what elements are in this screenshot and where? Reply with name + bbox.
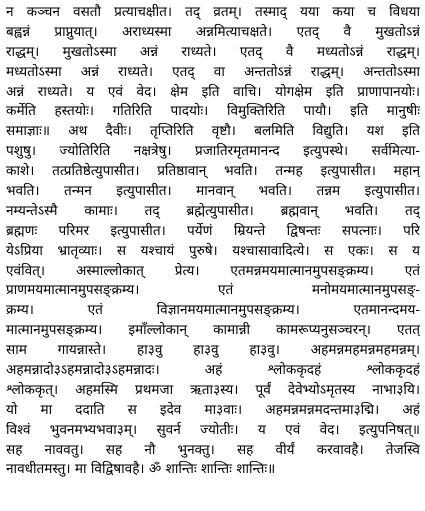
text-line: समाज्ञाः॥ अथ दैवीः। तृप्तिरिति वृष्टौ। बलमिति विद्युति। यश इति xyxy=(6,123,420,140)
shanti-mantra-line: सह नाववतु। सह नौ भुनक्तु। सह वीर्यं करवावहै। तेजस्वि xyxy=(6,441,420,458)
text-line: अन्नं राध्यते। य एवं वेद। क्षेम इति वाचि। योगक्षेम इति प्राणापानयोः। xyxy=(6,83,420,100)
text-line: काशे। तत्प्रतिष्ठेत्युपासीत। प्रतिष्ठावान् भवति। तन्मह इत्युपासीत। महान् xyxy=(6,163,420,180)
text-line: भवति। तन्मन इत्युपासीत। मानवान् भवति। तन्नम इत्युपासीत। xyxy=(6,183,420,200)
text-line: ब्रह्मणः परिमर इत्युपासीत। पर्येणं म्रियन्ते द्विषन्तः सपत्नाः। परि xyxy=(6,222,420,239)
text-line: यो मा ददाति स इदेव मा३वाः। अहमन्नमन्नमदन्तमा३द्मि। अहं xyxy=(6,401,420,418)
text-line: श्लोककृत्। अहमस्मि प्रथमजा ऋता३स्य। पूर्वं देवेभ्योऽमृतस्य नाभा३यि। xyxy=(6,381,420,398)
text-line: प्राणमयमात्मानमुपसङ्क्रम्य। एतं मनोमयमात्मानमुपसङ्- xyxy=(6,282,420,299)
text-line: मध्यतोऽस्मा अन्नं राध्यते। एतद् वा अन्ततोऽन्नं राद्धम्। अन्ततोऽस्मा xyxy=(6,63,420,80)
text-line: नम्यन्तेऽस्मै कामाः। तद् ब्रह्मेत्युपासीत। ब्रह्मवान् भवति। तद् xyxy=(6,202,420,219)
text-line: एवंवित्। अस्माल्लोकात् प्रेत्य। एतमन्नमयमात्मानमुपसङ्क्रम्य। एतं xyxy=(6,262,420,279)
text-line: विश्वं भुवनमभ्यभवा३म्। सुवर्न ज्योतीः। य एवं वेद। इत्युपनिषत्॥ xyxy=(6,421,420,438)
text-line: पशुषु। ज्योतिरिति नक्षत्रेषु। प्रजातिरमृतमानन्द इत्युपस्थे। सर्वमित्या- xyxy=(6,143,420,160)
text-line: न कञ्चन वसतौ प्रत्याचक्षीत। तद् व्रतम्। तस्माद् यया कया च विधया xyxy=(6,4,420,20)
text-line: मात्मानमुपसङ्क्रम्य। इमाँल्लोकान् कामान्नी कामरूप्यनुसञ्चरन्। एतत् xyxy=(6,322,420,339)
text-line: अहमन्नादो३ऽहमन्नादो३ऽहमन्नादः। अहं श्लोककृदहं श्लोककृदहं xyxy=(6,362,420,379)
text-line: क्रम्य। एतं विज्ञानमयमात्मानमुपसङ्क्रम्य। एतमानन्दमय- xyxy=(6,302,420,319)
text-line: बह्वन्नं प्राप्नुयात्। अराध्यस्मा अन्नमित्याचक्षते। एतद् वै मुखतोऽन्नं xyxy=(6,23,420,40)
text-line: येऽप्रिया भ्रातृव्याः। स यश्चायं पुरुषे। यश्चासावादित्ये। स एकः। स य xyxy=(6,242,420,259)
text-line: साम गायन्नास्ते। हा३वु हा३वु हा३वु। अहमन्नमहमन्नमहमन्नम्। xyxy=(6,342,420,359)
text-line: राद्धम्। मुखतोऽस्मा अन्नं राध्यते। एतद् वै मध्यतोऽन्नं राद्धम्। xyxy=(6,43,420,60)
text-line: कर्मेति हस्तयोः। गतिरिति पादयोः। विमुक्तिरिति पायौ। इति मानुषीः xyxy=(6,103,420,120)
shanti-mantra-line: नावधीतमस्तु। मा विद्विषावहै। ॐ शान्तिः शान्तिः शान्तिः॥ xyxy=(6,461,276,478)
